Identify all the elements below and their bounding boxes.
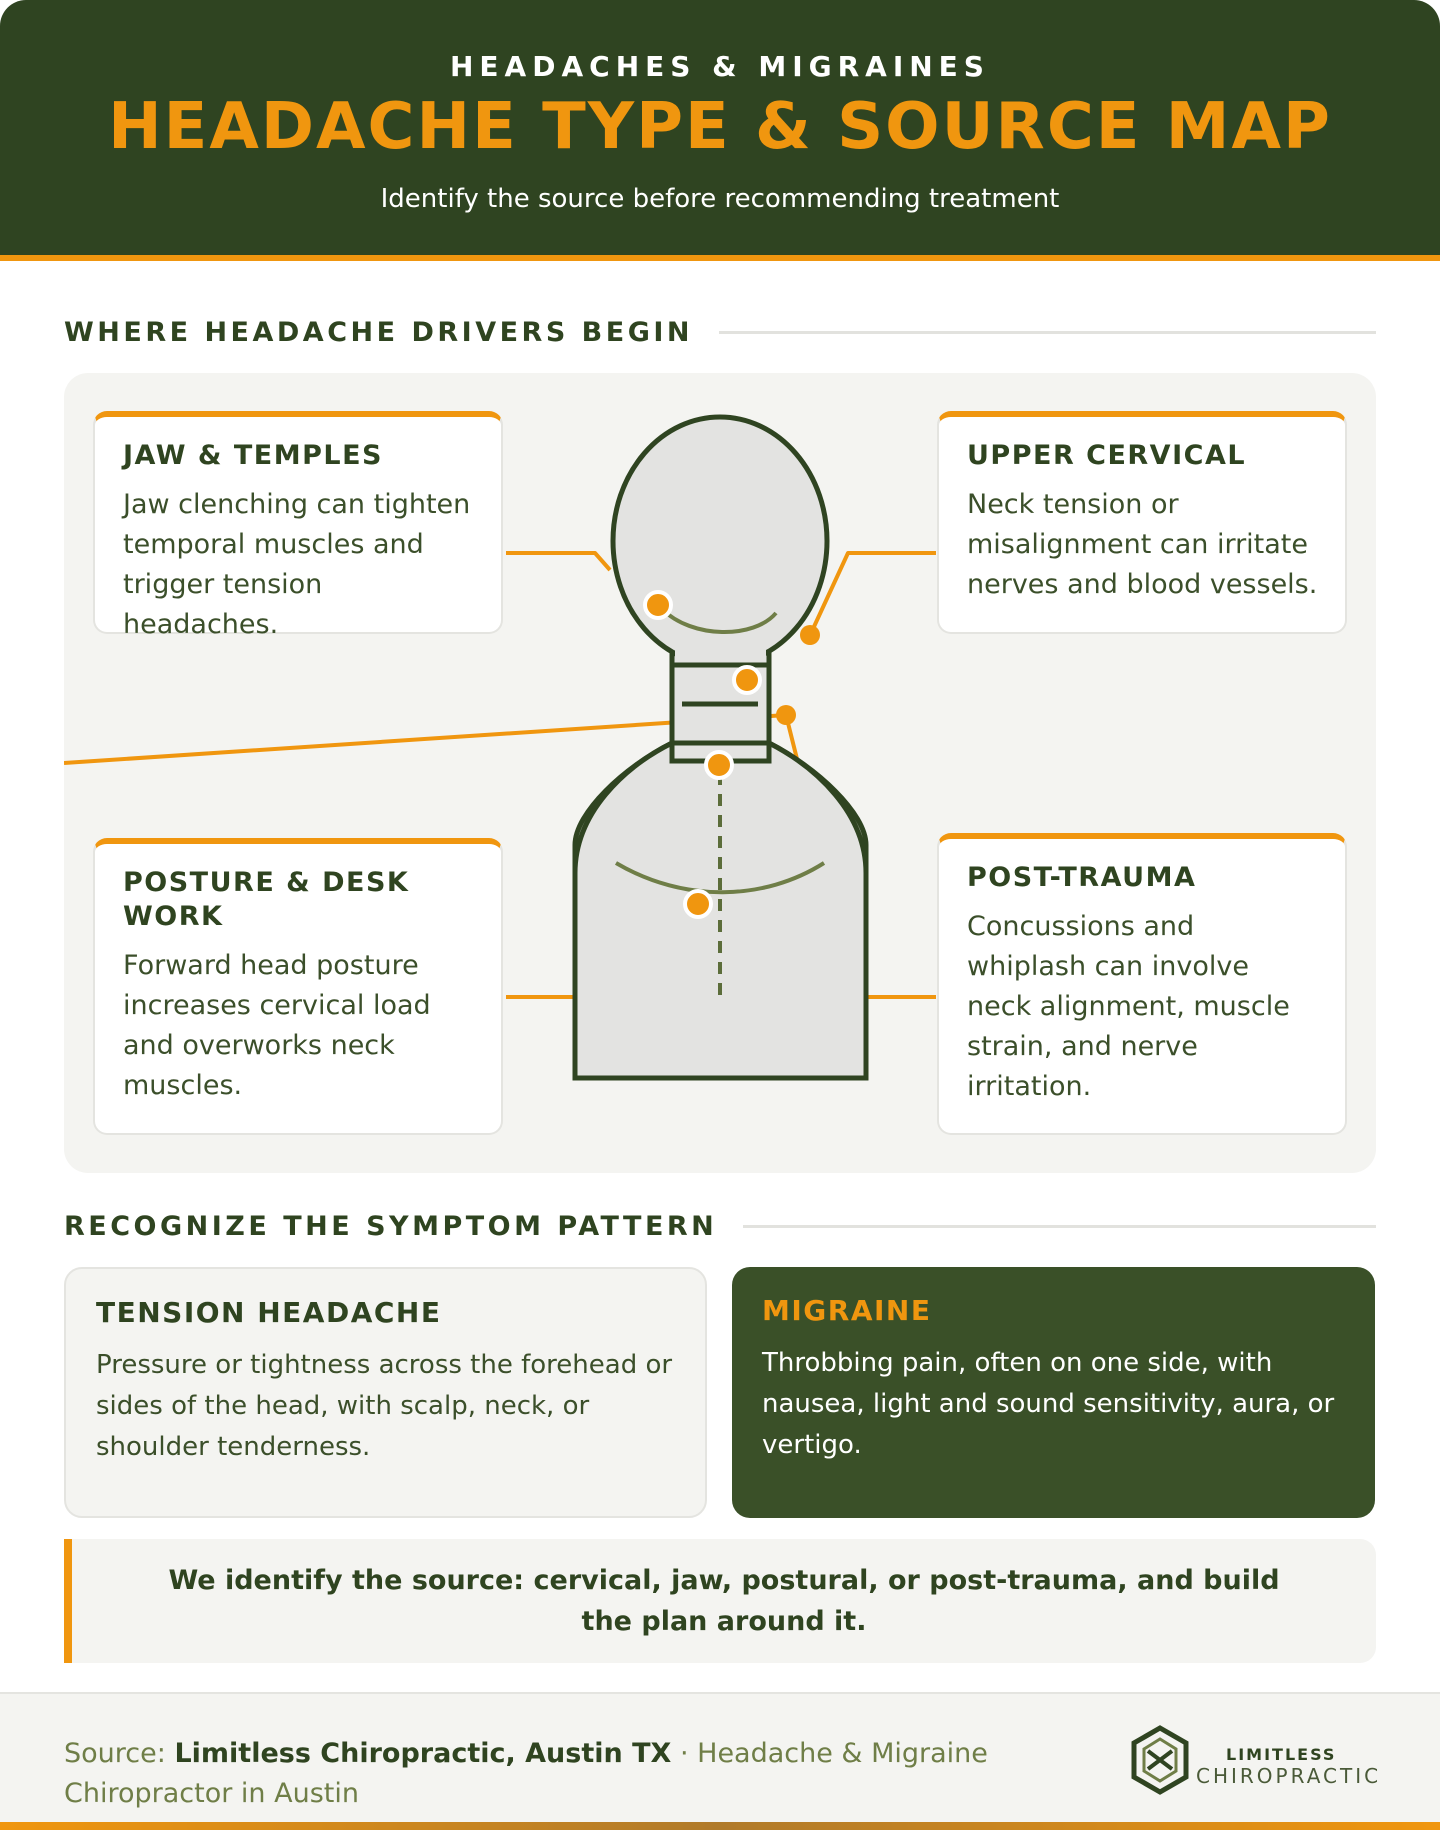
section-divider	[719, 331, 1376, 334]
zone-title: POST-TRAUMA	[967, 862, 1197, 893]
zone-title: UPPER CERVICAL	[967, 440, 1247, 471]
page-title: HEADACHE TYPE & SOURCE MAP	[108, 90, 1332, 164]
source-map-panel	[64, 373, 1376, 1173]
section-heading-symptoms-text: RECOGNIZE THE SYMPTOM PATTERN	[64, 1210, 718, 1242]
section-heading-drivers-text: WHERE HEADACHE DRIVERS BEGIN	[64, 316, 694, 348]
zone-card-upper-cervical	[937, 411, 1347, 634]
page-subtitle: Identify the source before recommending treatment	[380, 184, 1060, 214]
symptom-card-tension	[64, 1267, 707, 1518]
zone-description: Jaw clenching can tighten temporal muscles and trigger tension headaches.	[123, 489, 471, 640]
callout-box	[64, 1539, 1376, 1663]
zone-card-post-trauma	[937, 833, 1347, 1135]
symptom-description: Pressure or tightness across the forehead or sides of the head, with scalp, neck, or shoulder tenderness.	[96, 1350, 673, 1462]
section-heading-drivers	[64, 314, 1376, 350]
brand-logo	[1128, 1722, 1382, 1798]
head-shape	[613, 417, 827, 665]
zone-card-jaw-temples	[93, 411, 503, 640]
footer	[0, 1692, 1440, 1830]
source-citation	[64, 1734, 1024, 1814]
source-name: Limitless Chiropractic, Austin TX	[174, 1738, 672, 1769]
section-heading-symptoms	[64, 1208, 1376, 1244]
connector-cervical	[812, 553, 936, 631]
callout-text: We identify the source: cervical, jaw, postural, or post-trauma, and build the plan around it.	[168, 1565, 1280, 1637]
connector-jaw	[506, 553, 610, 570]
symptom-title: MIGRAINE	[762, 1294, 932, 1327]
header-kicker: HEADACHES & MIGRAINES	[450, 50, 990, 83]
zone-description: Neck tension or misalignment can irritate nerves and blood vessels.	[967, 489, 1318, 600]
bottom-accent-bar	[0, 1822, 1440, 1830]
logo-text-line1: LIMITLESS	[1226, 1745, 1337, 1764]
logo-text-line2: CHIROPRACTIC	[1196, 1764, 1382, 1788]
source-rest: Headache & Migraine Chiropractor in Austin	[64, 1738, 988, 1809]
symptom-title: TENSION HEADACHE	[96, 1296, 442, 1329]
symptom-description: Throbbing pain, often on one side, with nausea, light and sound sensitivity, aura, or vertigo.	[762, 1348, 1335, 1460]
symptom-card-migraine	[732, 1267, 1375, 1518]
zone-title: JAW & TEMPLES	[123, 440, 383, 471]
zone-title: POSTURE & DESK WORK	[123, 867, 410, 932]
zone-description: Forward head posture increases cervical load and overworks neck muscles.	[123, 950, 431, 1101]
zone-description: Concussions and whiplash can involve neck alignment, muscle strain, and nerve irritation.	[967, 911, 1290, 1102]
hexagon-logo-icon	[1128, 1722, 1192, 1798]
header-banner	[0, 0, 1440, 261]
source-separator: ·	[679, 1738, 689, 1769]
zone-card-posture-desk-work	[93, 838, 503, 1135]
section-divider	[743, 1225, 1376, 1228]
source-label: Source:	[64, 1738, 166, 1769]
